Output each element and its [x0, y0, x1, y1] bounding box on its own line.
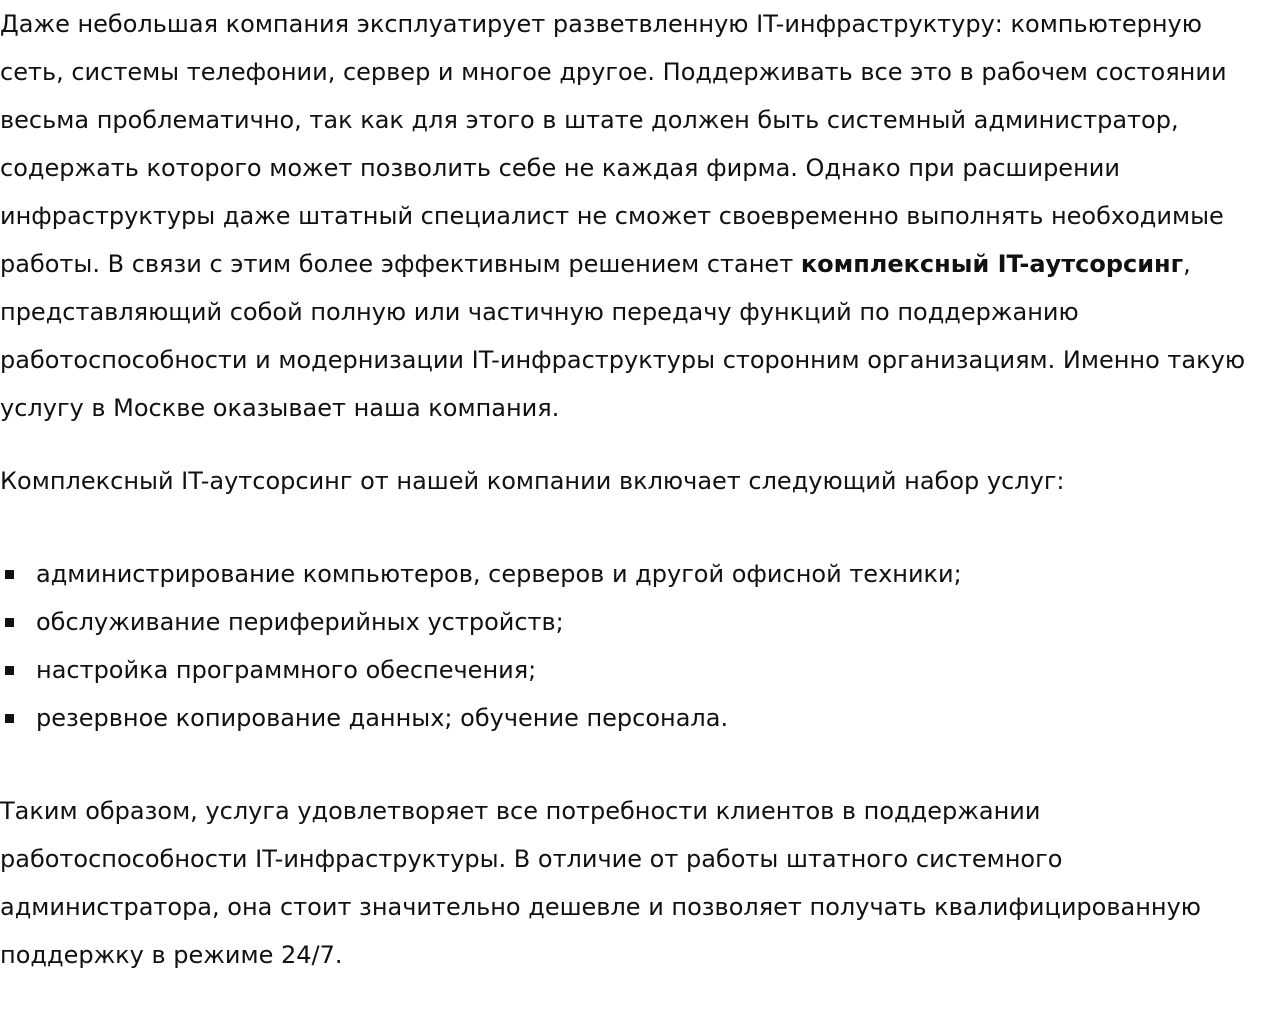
- list-item: [0, 646, 1270, 694]
- services-list: [0, 550, 1270, 742]
- intro-text-start: Даже небольшая компания эксплуатирует разветвленную IT-инфраструктуру: компьютерную сеть, системы телефонии, сервер и многое другое. Поддерживать все это в рабочем состоянии весьма проблематично, так как для этого в штате должен быть системный администратор, содержать которого может позволить себе не каждая фирма. Однако при расширении инфраструктуры даже штатный специалист не сможет своевременно выполнять необходимые работы. В связи с этим более эффективным решением станет: [0, 10, 1227, 278]
- square-bullet-icon: [5, 618, 14, 627]
- list-item-text: резервное копирование данных; обучение персонала.: [36, 704, 729, 732]
- list-item-text: обслуживание периферийных устройств;: [36, 608, 564, 636]
- conclusion-paragraph: Таким образом, услуга удовлетворяет все потребности клиентов в поддержании работоспособности IT-инфраструктуры. В отличие от работы штатного системного администратора, она стоит значительно дешевле и позволяет получать квалифицированную поддержку в режиме 24/7.: [0, 797, 1201, 969]
- square-bullet-icon: [5, 666, 14, 675]
- intro-bold-term: комплексный IT-аутсорсинг: [800, 250, 1184, 278]
- list-item: [0, 694, 1270, 742]
- square-bullet-icon: [5, 570, 14, 579]
- square-bullet-icon: [5, 714, 14, 723]
- list-item-text: настройка программного обеспечения;: [36, 656, 537, 684]
- intro-text-end: , представляющий собой полную или частичную передачу функций по поддержанию работоспособности и модернизации IT-инфраструктуры сторонним организациям. Именно такую услугу в Москве оказывает наша компания.: [0, 250, 1246, 422]
- list-item: [0, 550, 1270, 598]
- list-item: [0, 598, 1270, 646]
- intro-paragraph: [0, 0, 1270, 432]
- services-lead-paragraph: Комплексный IT-аутсорсинг от нашей компании включает следующий набор услуг:: [0, 467, 1065, 495]
- list-item-text: администрирование компьютеров, серверов и другой офисной техники;: [36, 560, 962, 588]
